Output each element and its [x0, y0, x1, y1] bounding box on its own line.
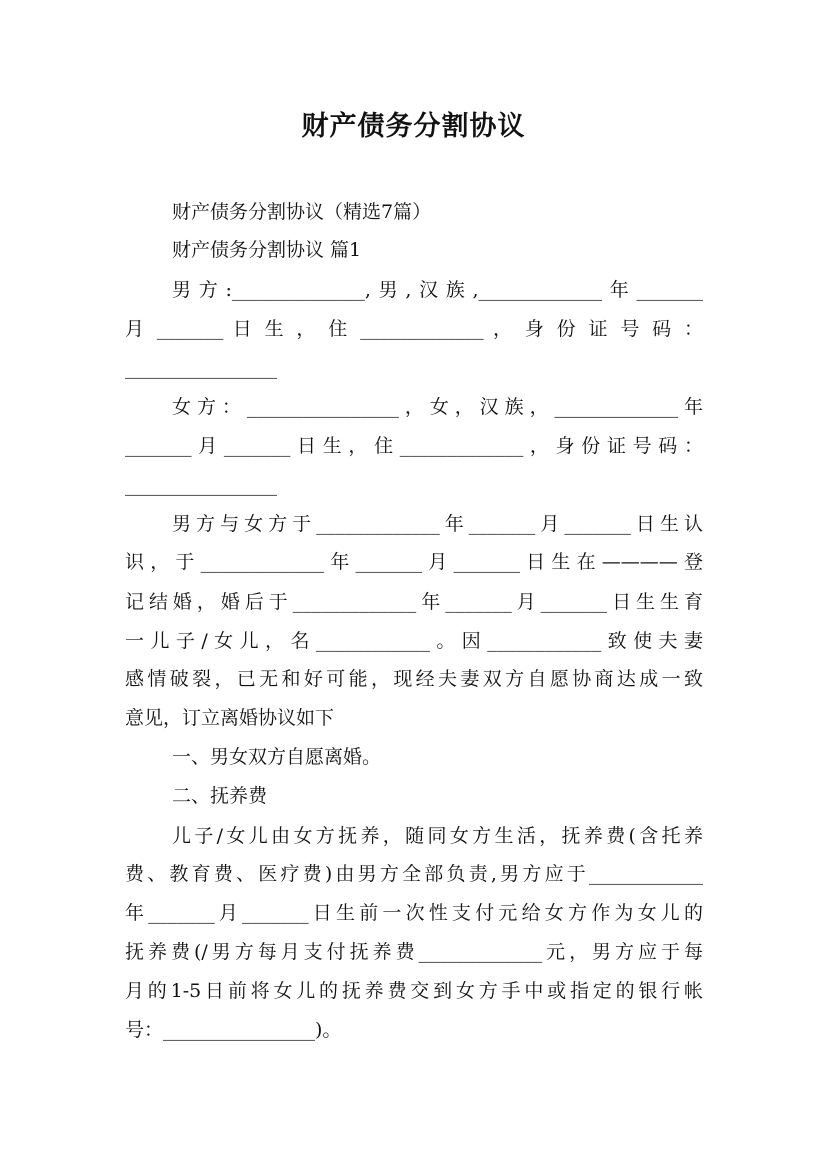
text-line: ________________: [125, 357, 277, 379]
document-title: 财产债务分割协议: [301, 111, 526, 142]
text-line: 费、教育费、医疗费)由男方全部负责,男方应于____________: [125, 863, 703, 885]
text-line: 号：________________)。: [125, 1019, 342, 1041]
text-line: 儿子/女儿由女方抚养，随同女方生活，抚养费(含托养: [172, 825, 703, 847]
text-line: 记结婚，婚后于_____________年_______月_______日生生育: [125, 591, 703, 613]
text-line: 女方：________________，女，汉族，_____________年: [172, 396, 703, 418]
text-line: 男方与女方于_____________年_______月_______日生认: [172, 513, 703, 535]
text-line: 感情破裂，已无和好可能，现经夫妻双方自愿协商达成一致: [125, 668, 703, 690]
text-line: 一儿子/女儿，名____________。因____________致使夫妻: [125, 630, 703, 652]
text-line: 一、男女双方自愿离婚。: [172, 746, 382, 768]
text-line: 男方:______________,男,汉族,_____________年_______: [172, 279, 703, 301]
text-line: 月 _______ 日 生 ， 住 _____________ ， 身 份 证 号 码 ：: [125, 318, 703, 340]
text-line: 年_______月_______日生前一次性支付元给女方作为女儿的: [125, 902, 703, 924]
text-line: 财产债务分割协议（精选7篇）: [172, 201, 432, 223]
text-line: 财产债务分割协议 篇1: [172, 239, 362, 261]
text-line: _______月_______日生，住_____________，身份证号码：: [125, 435, 703, 457]
text-line: 抚养费(/男方每月支付抚养费_____________元，男方应于每: [125, 941, 703, 963]
text-line: ________________: [125, 474, 277, 496]
text-line: 二、抚养费: [172, 785, 268, 807]
text-line: 月的1-5日前将女儿的抚养费交到女方手中或指定的银行帐: [125, 980, 703, 1002]
text-line: 识，于_____________年_______月_______日生在————登: [125, 551, 703, 573]
text-line: 意见，订立离婚协议如下: [125, 707, 335, 729]
